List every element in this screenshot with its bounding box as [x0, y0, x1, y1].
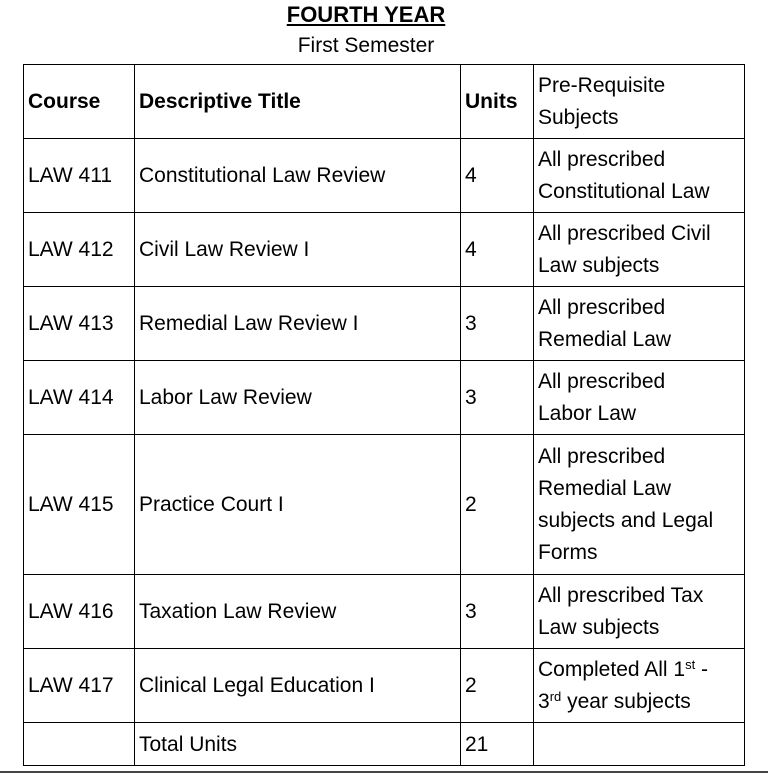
table-row: [24, 435, 745, 575]
prereq-line: Law subjects: [538, 253, 660, 277]
course-units: 4: [461, 139, 534, 213]
course-code: LAW 416: [24, 575, 135, 649]
year-title: FOURTH YEAR: [286, 2, 446, 27]
prereq-header-line: Subjects: [538, 105, 619, 129]
prereq-line: All prescribed: [538, 444, 666, 468]
prereq-line: Constitutional Law: [538, 179, 710, 203]
curriculum-table: [23, 64, 745, 766]
course-prereq: [534, 361, 745, 435]
prereq-line: All prescribed: [538, 295, 666, 319]
course-prereq: [534, 213, 745, 287]
total-empty-cell: [24, 723, 135, 766]
prereq-line: 3: [538, 689, 550, 713]
course-code: LAW 412: [24, 213, 135, 287]
course-title: Taxation Law Review: [135, 575, 461, 649]
table-row: [24, 575, 745, 649]
course-units: 3: [461, 287, 534, 361]
column-header-units: Units: [461, 65, 534, 139]
course-code: LAW 413: [24, 287, 135, 361]
course-units: 4: [461, 213, 534, 287]
course-units: 2: [461, 649, 534, 723]
course-prereq: [534, 139, 745, 213]
course-code: LAW 411: [24, 139, 135, 213]
course-prereq: [534, 435, 745, 575]
column-header-course: Course: [24, 65, 135, 139]
table-row: [24, 361, 745, 435]
bottom-divider: [0, 771, 768, 773]
table-header-row: [24, 65, 745, 139]
course-code: LAW 415: [24, 435, 135, 575]
course-units: 3: [461, 361, 534, 435]
prereq-line: Labor Law: [538, 401, 637, 425]
prereq-line: -: [695, 657, 709, 681]
course-title: Constitutional Law Review: [135, 139, 461, 213]
prereq-line: Remedial Law: [538, 476, 672, 500]
prereq-line: All prescribed Civil: [538, 221, 711, 245]
course-title: Clinical Legal Education I: [135, 649, 461, 723]
prereq-line: subjects and Legal: [538, 508, 714, 532]
prereq-line: All prescribed: [538, 369, 666, 393]
course-title: Civil Law Review I: [135, 213, 461, 287]
prereq-line: Forms: [538, 540, 598, 564]
course-title: Remedial Law Review I: [135, 287, 461, 361]
prereq-line: Law subjects: [538, 615, 660, 639]
prereq-line: Completed All 1: [538, 657, 686, 681]
column-header-title: Descriptive Title: [135, 65, 461, 139]
semester-title: First Semester: [297, 34, 435, 57]
table-row: [24, 287, 745, 361]
prereq-line: Remedial Law: [538, 327, 672, 351]
column-header-prereq: [534, 65, 745, 139]
total-row: [24, 723, 745, 766]
course-units: 3: [461, 575, 534, 649]
prereq-line: year subjects: [561, 689, 691, 713]
ordinal-suffix: st: [685, 656, 696, 672]
table-row: [24, 139, 745, 213]
prereq-line: All prescribed: [538, 147, 666, 171]
table-row: [24, 213, 745, 287]
prereq-header-line: Pre-Requisite: [538, 73, 666, 97]
table-row: [24, 649, 745, 723]
course-code: LAW 414: [24, 361, 135, 435]
prereq-line: All prescribed Tax: [538, 583, 704, 607]
total-units-value: 21: [461, 723, 534, 766]
total-empty-cell: [534, 723, 745, 766]
total-label: Total Units: [135, 723, 461, 766]
course-title: Labor Law Review: [135, 361, 461, 435]
course-title: Practice Court I: [135, 435, 461, 575]
course-code: LAW 417: [24, 649, 135, 723]
course-prereq: [534, 575, 745, 649]
course-prereq: [534, 287, 745, 361]
course-prereq: [534, 649, 745, 723]
ordinal-suffix: rd: [549, 688, 562, 704]
course-units: 2: [461, 435, 534, 575]
